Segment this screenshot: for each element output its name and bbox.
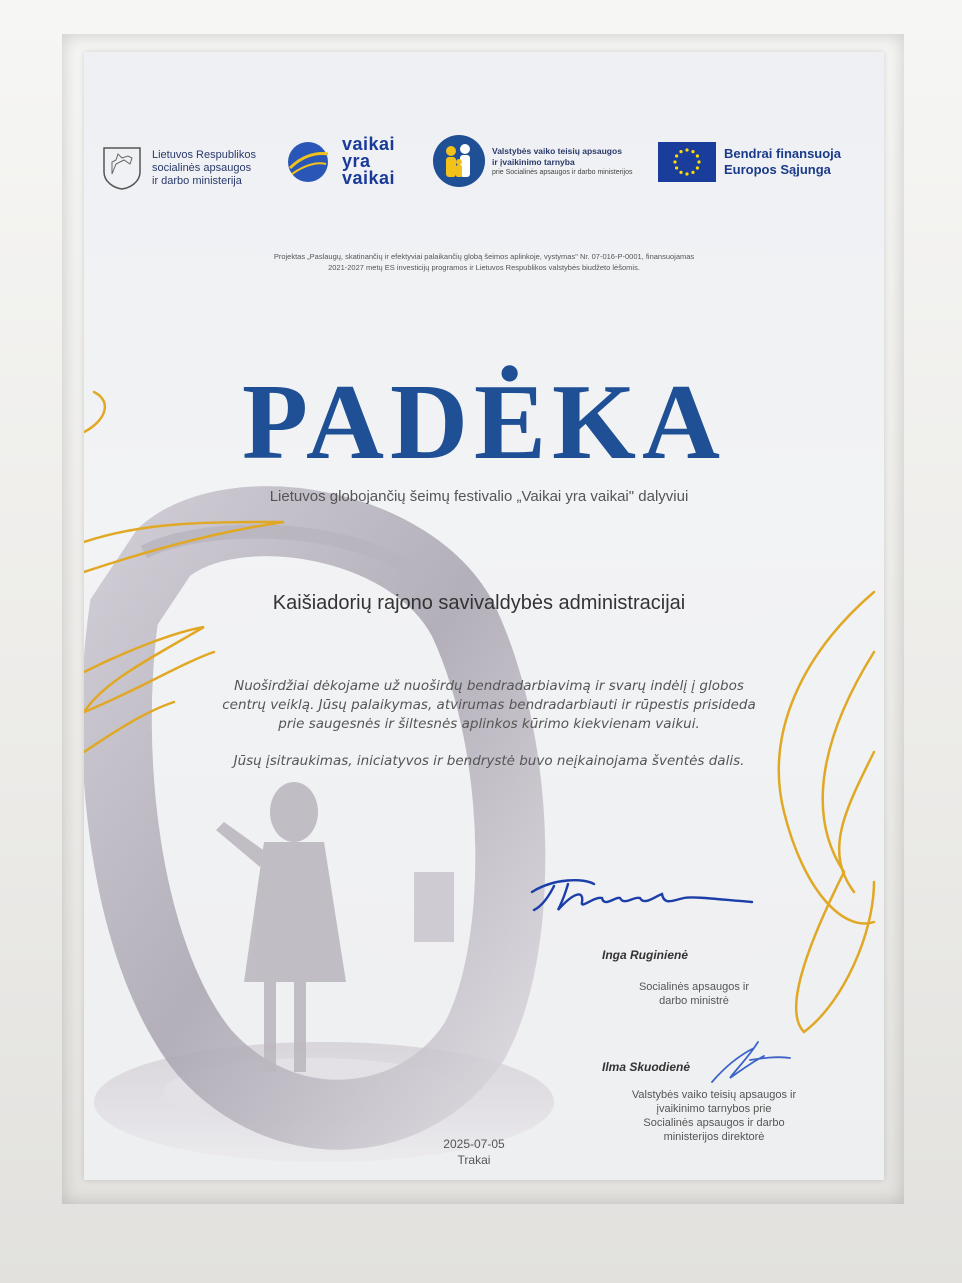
agency-logo <box>432 134 632 188</box>
ministry-logo <box>100 146 256 190</box>
festival-logo-word1: vaikai <box>342 134 396 154</box>
festival-logo-word2: yra <box>342 151 371 171</box>
vaikai-yra-vaikai-logo <box>284 136 395 187</box>
festival-logo-word3: vaikai <box>342 168 396 188</box>
signer-2-name: Ilma Skuodienė <box>602 1060 691 1074</box>
signer-2-title-line2: įvaikinimo tarnybos prie <box>656 1103 772 1115</box>
festival-globe-icon <box>284 138 332 186</box>
eu-cofunding-logo <box>658 142 841 182</box>
certificate-subtitle: Lietuvos globojančių šeimų festivalio „Vaikai yra vaikai" dalyviui <box>269 488 689 505</box>
gratitude-closing <box>199 752 779 771</box>
agency-name-line1: Valstybės vaiko teisių apsaugos <box>492 145 622 156</box>
ministry-name-line1: Lietuvos Respublikos <box>152 148 256 161</box>
signer-1-title <box>604 980 784 1008</box>
eu-text-line1: Bendrai finansuoja <box>724 146 842 161</box>
child-figure <box>216 782 346 1072</box>
agency-name-line2: ir įvaikinimo tarnyba <box>492 156 575 167</box>
signer-2-title-line4: ministerijos direktorė <box>663 1131 765 1143</box>
sponsor-logos <box>84 132 884 202</box>
message-line3: prie saugesnės ir šiltesnės aplinkos kūrimo kiekvienam vaikui. <box>278 716 700 732</box>
agency-name-line3: prie Socialinės apsaugos ir darbo ministerijos <box>492 168 633 176</box>
certificate-place: Trakai <box>457 1153 491 1167</box>
signer-2-title-line3: Socialinės apsaugos ir darbo <box>643 1117 785 1129</box>
certificate-date: 2025-07-05 <box>443 1137 505 1151</box>
signature-1-handwritten <box>524 872 754 922</box>
signature-2-handwritten <box>704 1038 794 1088</box>
gratitude-message <box>199 677 779 734</box>
project-funding-note <box>184 251 784 273</box>
message-line2: centrų veiklą. Jūsų palaikymas, atvirumas bendradarbiauti ir rūpestis prisideda <box>222 697 756 713</box>
eu-text-line2: Europos Sąjunga <box>724 162 831 177</box>
ministry-name-line2: socialinės apsaugos <box>152 161 252 174</box>
eu-flag-icon <box>658 142 716 182</box>
certificate-title: PADĖKA <box>242 363 726 482</box>
date-and-place <box>414 1136 534 1168</box>
recipient-name: Kaišiadorių rajono savivaldybės administracijai <box>272 592 686 614</box>
signer-1-title-line1: Socialinės apsaugos ir <box>638 981 750 993</box>
signer-2-title-line1: Valstybės vaiko teisių apsaugos ir <box>631 1089 797 1101</box>
agency-family-icon <box>432 134 486 188</box>
ministry-name-line3: ir darbo ministerija <box>152 174 242 187</box>
lithuanian-coat-of-arms-icon <box>100 146 144 190</box>
project-note-line1: Projektas „Paslaugų, skatinančių ir efektyviai palaikančių globą šeimos aplinkoje, vystymas" Nr. 07-016-P-0001, finansuojamas <box>273 252 695 261</box>
signer-1-name: Inga Ruginienė <box>602 948 689 962</box>
signer-1-title-line2: darbo ministrė <box>659 995 729 1007</box>
signer-2-title <box>604 1088 824 1144</box>
certificate-paper <box>84 52 884 1180</box>
ring-sculpture-illustration <box>84 52 884 1180</box>
message-line4: Jūsų įsitraukimas, iniciatyvos ir bendrystė buvo neįkainojama šventės dalis. <box>233 753 745 769</box>
message-line1: Nuoširdžiai dėkojame už nuoširdų bendradarbiavimą ir svarų indėlį į globos <box>234 678 744 694</box>
project-note-line2: 2021-2027 metų ES investicijų programos ir Lietuvos Respublikos valstybės biudžeto lėšomis. <box>328 263 640 272</box>
